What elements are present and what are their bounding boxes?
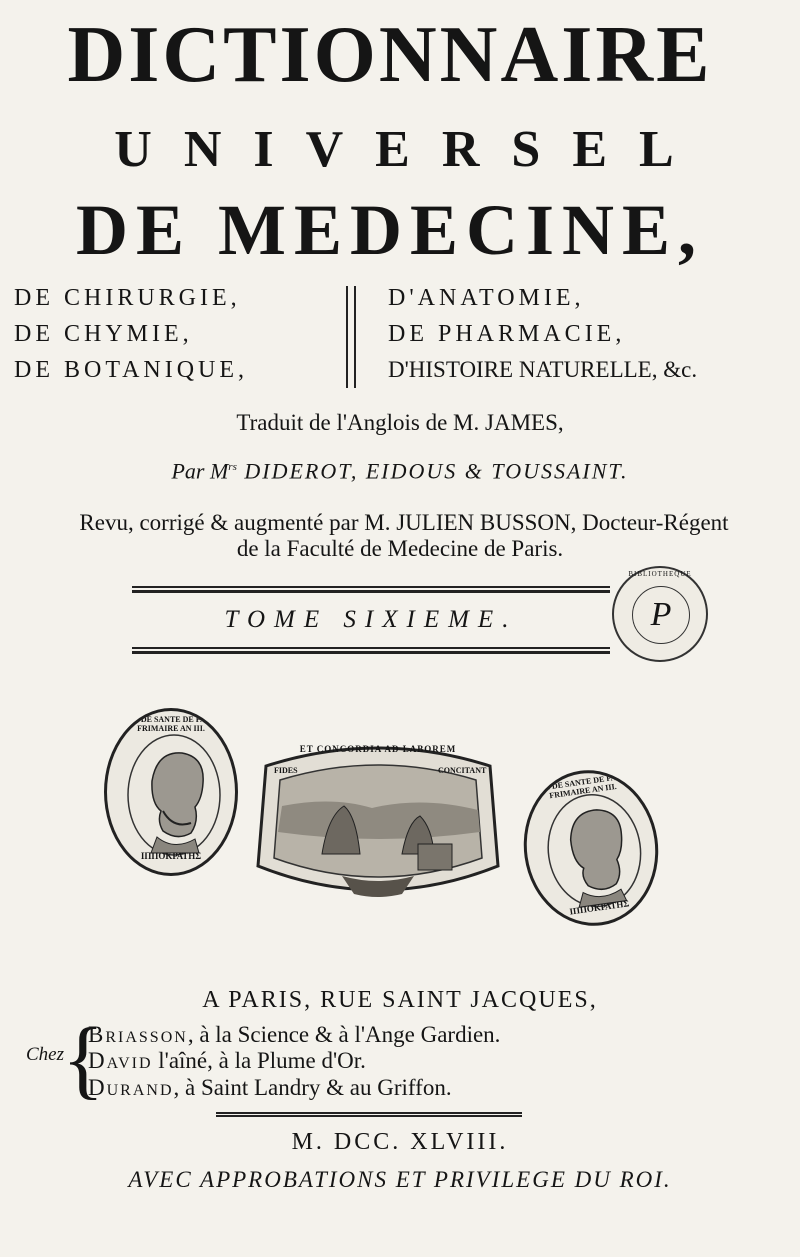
subject-left-1: DE CHIRURGIE, (14, 285, 241, 311)
subject-left-2: DE CHYMIE, (14, 321, 193, 347)
imprint-brace: { (62, 1011, 105, 1108)
publisher-3-address: , à Saint Landry & au Griffon. (173, 1075, 452, 1100)
stamp-text: BIBLIOTHEQUE (628, 570, 692, 578)
publisher-1 (88, 1021, 500, 1049)
imprint-rule (216, 1112, 522, 1117)
vignette-left-word: FIDES (274, 766, 298, 775)
imprint-chez: Chez (26, 1044, 64, 1065)
subject-right-1: D'ANATOMIE, (388, 285, 585, 311)
translators-names: DIDEROT, EIDOUS & TOUSSAINT. (236, 458, 629, 484)
translators-credit (0, 452, 800, 486)
subject-right-3: D'HISTOIRE NATURELLE, &c. (388, 357, 698, 382)
title-line-3: DE MEDECINE, (75, 190, 705, 270)
subjects-left-column (14, 280, 248, 388)
subjects-right-column (388, 280, 697, 388)
publisher-3 (88, 1074, 452, 1102)
title-line-2: UNIVERSEL (114, 121, 706, 178)
vignette-banner: ET CONCORDIA AD LABOREM (299, 744, 457, 754)
vignette-right-word: CONCITANT (438, 766, 487, 775)
imprint-city: A PARIS, RUE SAINT JACQUES, (202, 987, 598, 1013)
central-vignette (252, 736, 504, 906)
double-rule-top (132, 586, 610, 593)
translators-sup: rs (228, 461, 237, 473)
publisher-3-name: Durand (88, 1075, 174, 1100)
left-medallion-name: ΙΠΠΟΚΡΑΤΗΣ (140, 851, 202, 861)
translation-credit: Traduit de l'Anglois de M. JAMES, (236, 410, 564, 435)
revision-line-1: Revu, corrigé & augmenté par M. JULIEN BUSSON, Docteur-Régent (79, 510, 729, 535)
publisher-1-address: , à la Science & à l'Ange Gardien. (187, 1022, 501, 1047)
left-medallion (104, 708, 238, 876)
left-medallion-legend: ECOLE DE SANTE DE PARIS. 14 FRIMAIRE AN III. (110, 715, 232, 733)
column-divider (346, 286, 356, 388)
translators-prefix: Par M (171, 458, 229, 484)
publisher-1-name: Briasson (88, 1022, 188, 1047)
subject-right-2: DE PHARMACIE, (388, 321, 626, 347)
right-medallion-name: ΙΠΠΟΚΡΑΤΗΣ (568, 898, 630, 917)
right-medallion-legend: ECOLE DE SANTE DE PARIS. 14 FRIMAIRE AN III. (521, 769, 642, 801)
title-line-1: DICTIONNAIRE (67, 11, 713, 99)
library-stamp (612, 566, 708, 662)
right-medallion (514, 761, 668, 934)
subject-left-3: DE BOTANIQUE, (14, 357, 249, 383)
double-rule-bottom (132, 647, 610, 654)
allegory-engraving (252, 736, 504, 906)
publisher-2-name: David (88, 1048, 153, 1073)
revision-line-2: de la Faculté de Medecine de Paris. (236, 536, 564, 561)
volume-label: TOME SIXIEME. (224, 606, 518, 633)
stamp-monogram: P (632, 586, 690, 644)
publisher-2 (88, 1047, 366, 1075)
publisher-2-address: l'aîné, à la Plume d'Or. (152, 1048, 366, 1073)
publication-year: M. DCC. XLVIII. (291, 1129, 509, 1155)
privilege-line: AVEC APPROBATIONS ET PRIVILEGE DU ROI. (128, 1167, 672, 1192)
